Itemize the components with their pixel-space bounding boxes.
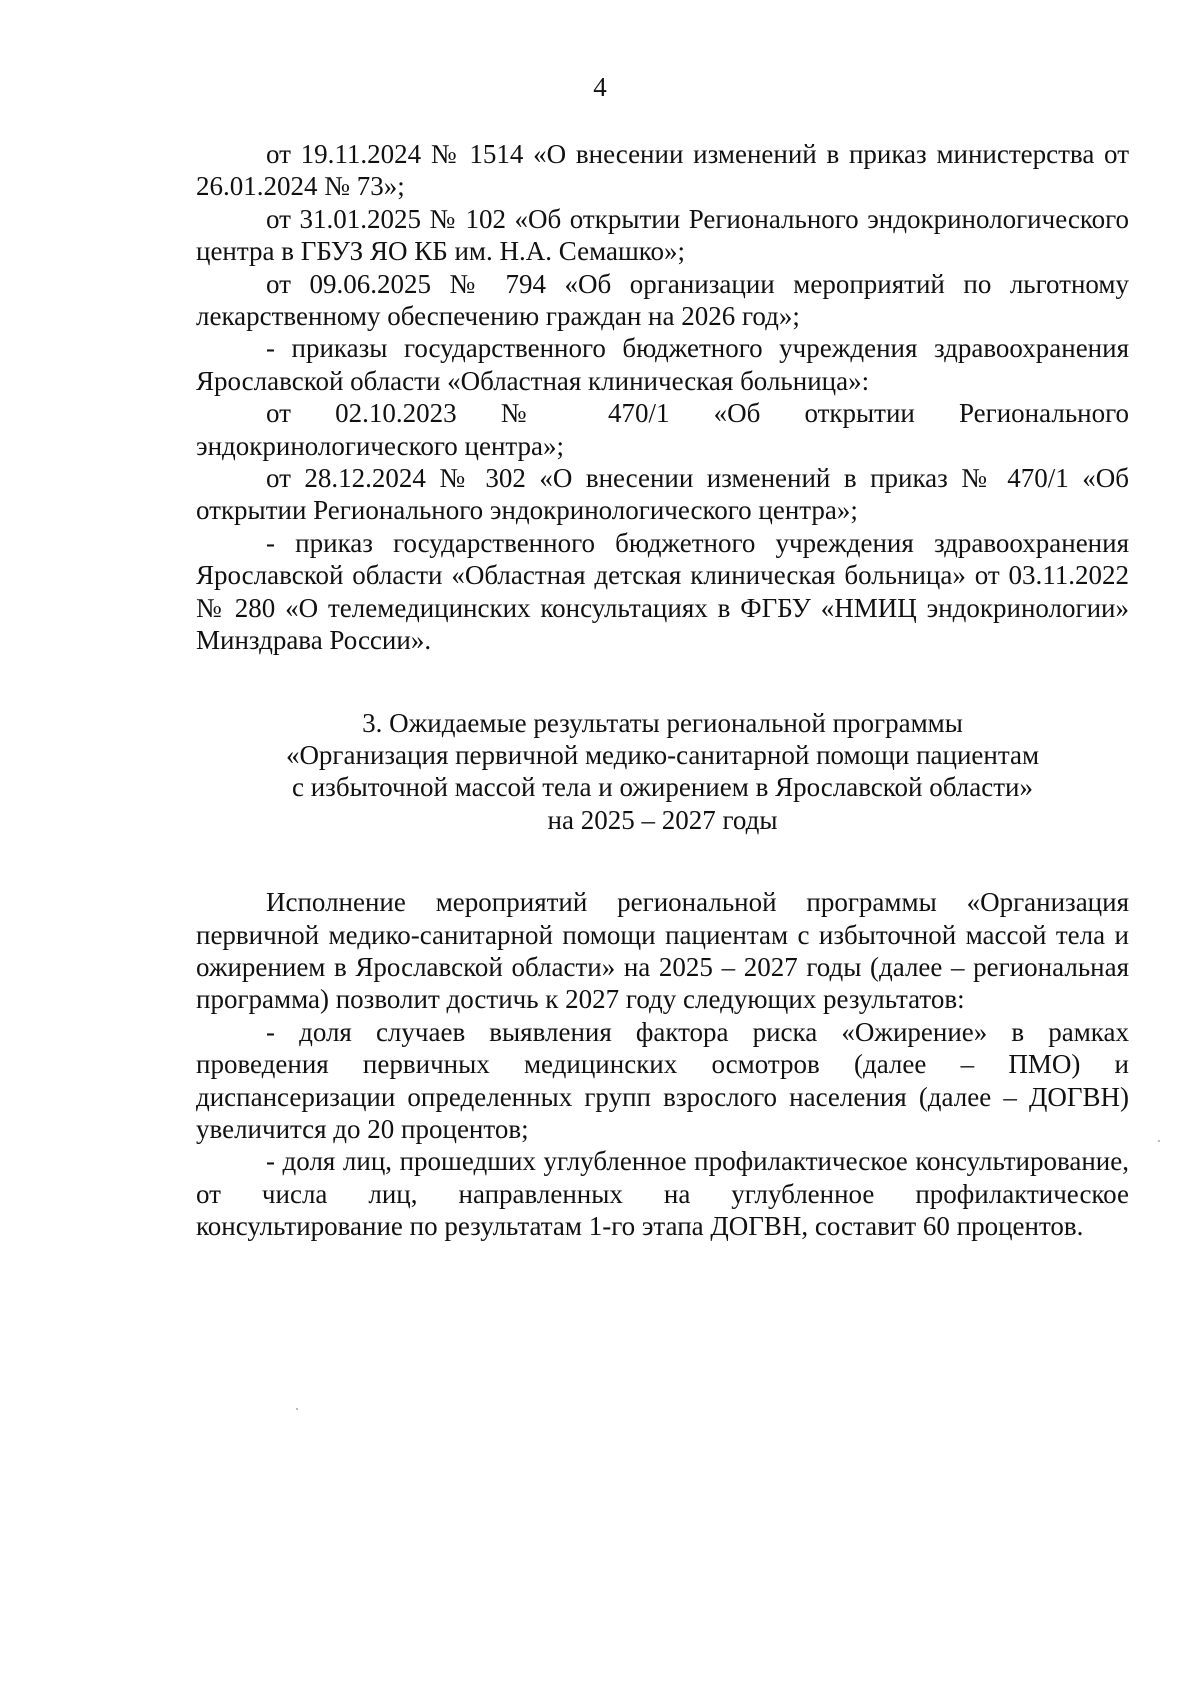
order-item-102: от 31.01.2025 № 102 «Об открытии Регионального эндокринологического центра в ГБУЗ ЯО КБ им. Н.А. Семашко»; bbox=[196, 203, 1129, 267]
order-item-470-1: от 02.10.2023 № 470/1 «Об открытии Регионального эндокринологического центра»; bbox=[196, 398, 1129, 461]
result-item-counseling: - доля лиц, прошедших углубленное профилактическое консультирование, от числа лиц, направленных на углубленное профилактическое консультирование по результатам 1-го этапа ДОГВН, составит 60 процентов. bbox=[196, 1146, 1129, 1242]
order-item-794: от 09.06.2025 № 794 «Об организации мероприятий по льготному лекарственному обеспечению граждан на 2026 год»; bbox=[196, 268, 1129, 332]
order-item-1514: от 19.11.2024 № 1514 «О внесении изменений в приказ министерства от 26.01.2024 № 73»; bbox=[196, 139, 1129, 202]
page-number: 4 bbox=[593, 72, 607, 102]
scan-speck bbox=[1158, 1140, 1160, 1142]
section-heading-line-2: «Организация первичной медико-санитарной помощи пациентам bbox=[285, 739, 1040, 770]
order-item-302: от 28.12.2024 № 302 «О внесении изменений в приказ № 470/1 «Об открытии Регионального эндокринологического центра»; bbox=[196, 463, 1129, 526]
section-heading-line-3: с избыточной массой тела и ожирением в Ярославской области» bbox=[292, 772, 1033, 803]
children-hospital-order: - приказ государственного бюджетного учреждения здравоохранения Ярославской области «Областная детская клиническая больница» от 03.11.2022 № 280 «О телемедицинских консультациях в ФГБУ «НМИЦ эндокринологии» Минздрава России». bbox=[196, 527, 1129, 656]
hospital-orders-intro: - приказы государственного бюджетного учреждения здравоохранения Ярославской области «Областная клиническая больница»: bbox=[196, 333, 1129, 396]
results-intro-paragraph: Исполнение мероприятий региональной программы «Организация первичной медико-санитарной помощи пациентам с избыточной массой тела и ожирением в Ярославской области» на 2025 – 2027 годы (далее – региональная программа) позволит достичь к 2027 году следующих результатов: bbox=[196, 887, 1129, 1015]
section-heading-line-1: 3. Ожидаемые результаты региональной программы bbox=[362, 707, 963, 738]
scan-speck bbox=[296, 1408, 298, 1410]
section-heading bbox=[196, 707, 1129, 837]
document-body bbox=[196, 138, 1129, 1243]
section-heading-line-4: на 2025 – 2027 годы bbox=[547, 804, 778, 835]
result-item-obesity-detection: - доля случаев выявления фактора риска «Ожирение» в рамках проведения первичных медицинских осмотров (далее – ПМО) и диспансеризации определенных групп взрослого населения (далее – ДОГВН) увеличится до 20 процентов; bbox=[196, 1016, 1129, 1144]
